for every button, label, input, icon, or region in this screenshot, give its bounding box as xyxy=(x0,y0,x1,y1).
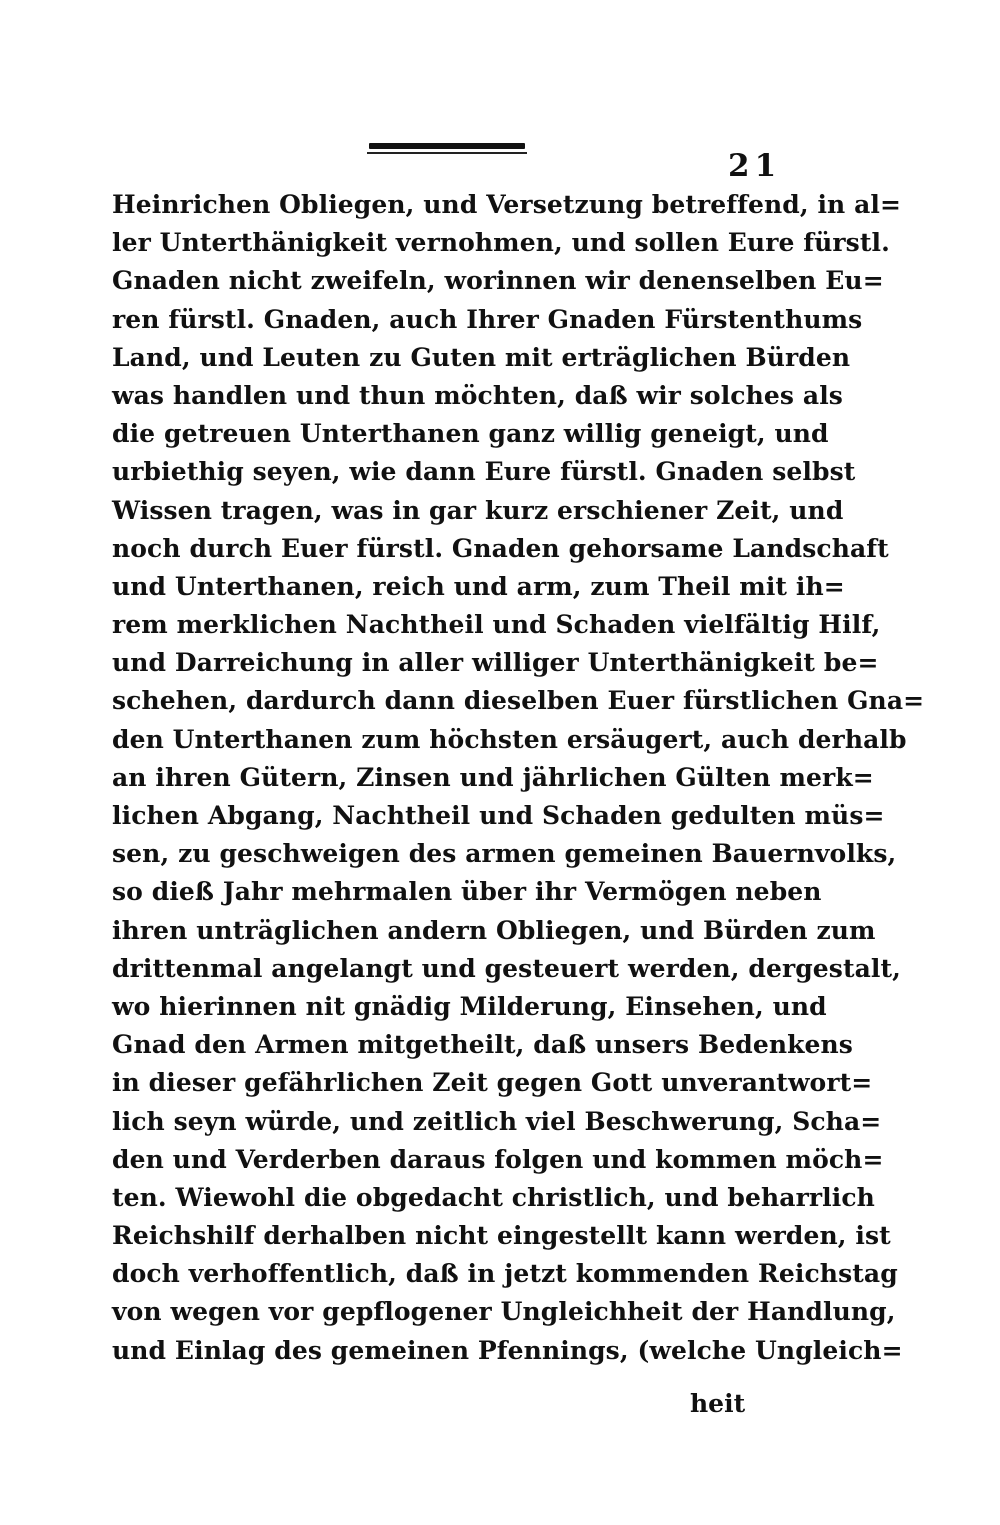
text-line: ten. Wiewohl die obgedacht christlich, und beharrlich xyxy=(112,1182,875,1212)
text-line: und Darreichung in aller williger Unterthänigkeit be= xyxy=(112,648,879,678)
text-line: lich seyn würde, und zeitlich viel Beschwerung, Scha= xyxy=(112,1106,882,1136)
text-line: Wissen tragen, was in gar kurz erschiener Zeit, und xyxy=(112,495,844,525)
text-line: drittenmal angelangt und gesteuert werden, dergestalt, xyxy=(112,953,901,983)
text-line: in dieser gefährlichen Zeit gegen Gott unverantwort= xyxy=(112,1068,873,1098)
text-line: die getreuen Unterthanen ganz willig geneigt, und xyxy=(112,419,829,449)
header-rule-thin xyxy=(367,152,527,154)
text-line: sen, zu geschweigen des armen gemeinen Bauernvolks, xyxy=(112,839,897,869)
text-line: wo hierinnen nit gnädig Milderung, Einsehen, und xyxy=(112,991,827,1021)
text-line: urbiethig seyen, wie dann Eure fürstl. Gnaden selbst xyxy=(112,457,856,487)
catchword: heit xyxy=(690,1389,746,1418)
text-line: lichen Abgang, Nachtheil und Schaden gedulten müs= xyxy=(112,801,885,830)
text-line: Gnad den Armen mitgetheilt, daß unsers Bedenkens xyxy=(112,1030,853,1060)
text-line: noch durch Euer fürstl. Gnaden gehorsame Landschaft xyxy=(112,533,889,563)
text-line: den Unterthanen zum höchsten ersäugert, auch derhalb xyxy=(112,724,907,754)
header-rule-thick xyxy=(369,143,525,149)
text-line: an ihren Gütern, Zinsen und jährlichen Gülten merk= xyxy=(112,762,874,792)
text-line: Reichshilf derhalben nicht eingestellt kann werden, ist xyxy=(112,1221,891,1251)
text-line: ren fürstl. Gnaden, auch Ihrer Gnaden Fürstenthums xyxy=(112,304,863,334)
text-line: Gnaden nicht zweifeln, worinnen wir denenselben Eu= xyxy=(112,266,884,296)
text-line: so dieß Jahr mehrmalen über ihr Vermögen neben xyxy=(112,877,822,907)
page-number: 21 xyxy=(728,148,782,184)
text-line: was handlen und thun möchten, daß wir solches als xyxy=(112,380,843,410)
text-line: doch verhoffentlich, daß in jetzt kommenden Reichstag xyxy=(112,1259,898,1289)
text-line: ler Unterthänigkeit vernohmen, und sollen Eure fürstl. xyxy=(112,228,890,258)
header-rule xyxy=(367,143,527,155)
body-text xyxy=(112,186,925,1370)
text-line: Land, und Leuten zu Guten mit erträglichen Bürden xyxy=(112,342,851,372)
text-line: und Einlag des gemeinen Pfennings, (welche Ungleich= xyxy=(112,1335,903,1365)
text-line: Heinrichen Obliegen, und Versetzung betreffend, in al= xyxy=(112,190,902,219)
text-line: den und Verderben daraus folgen und kommen möch= xyxy=(112,1144,884,1174)
text-line: schehen, dardurch dann dieselben Euer fürstlichen Gna= xyxy=(112,686,925,716)
text-line: rem merklichen Nachtheil und Schaden vielfältig Hilf, xyxy=(112,610,881,640)
text-line: von wegen vor gepflogener Ungleichheit der Handlung, xyxy=(112,1297,896,1327)
text-line: ihren unträglichen andern Obliegen, und Bürden zum xyxy=(112,915,876,945)
text-line: und Unterthanen, reich und arm, zum Theil mit ih= xyxy=(112,571,845,601)
